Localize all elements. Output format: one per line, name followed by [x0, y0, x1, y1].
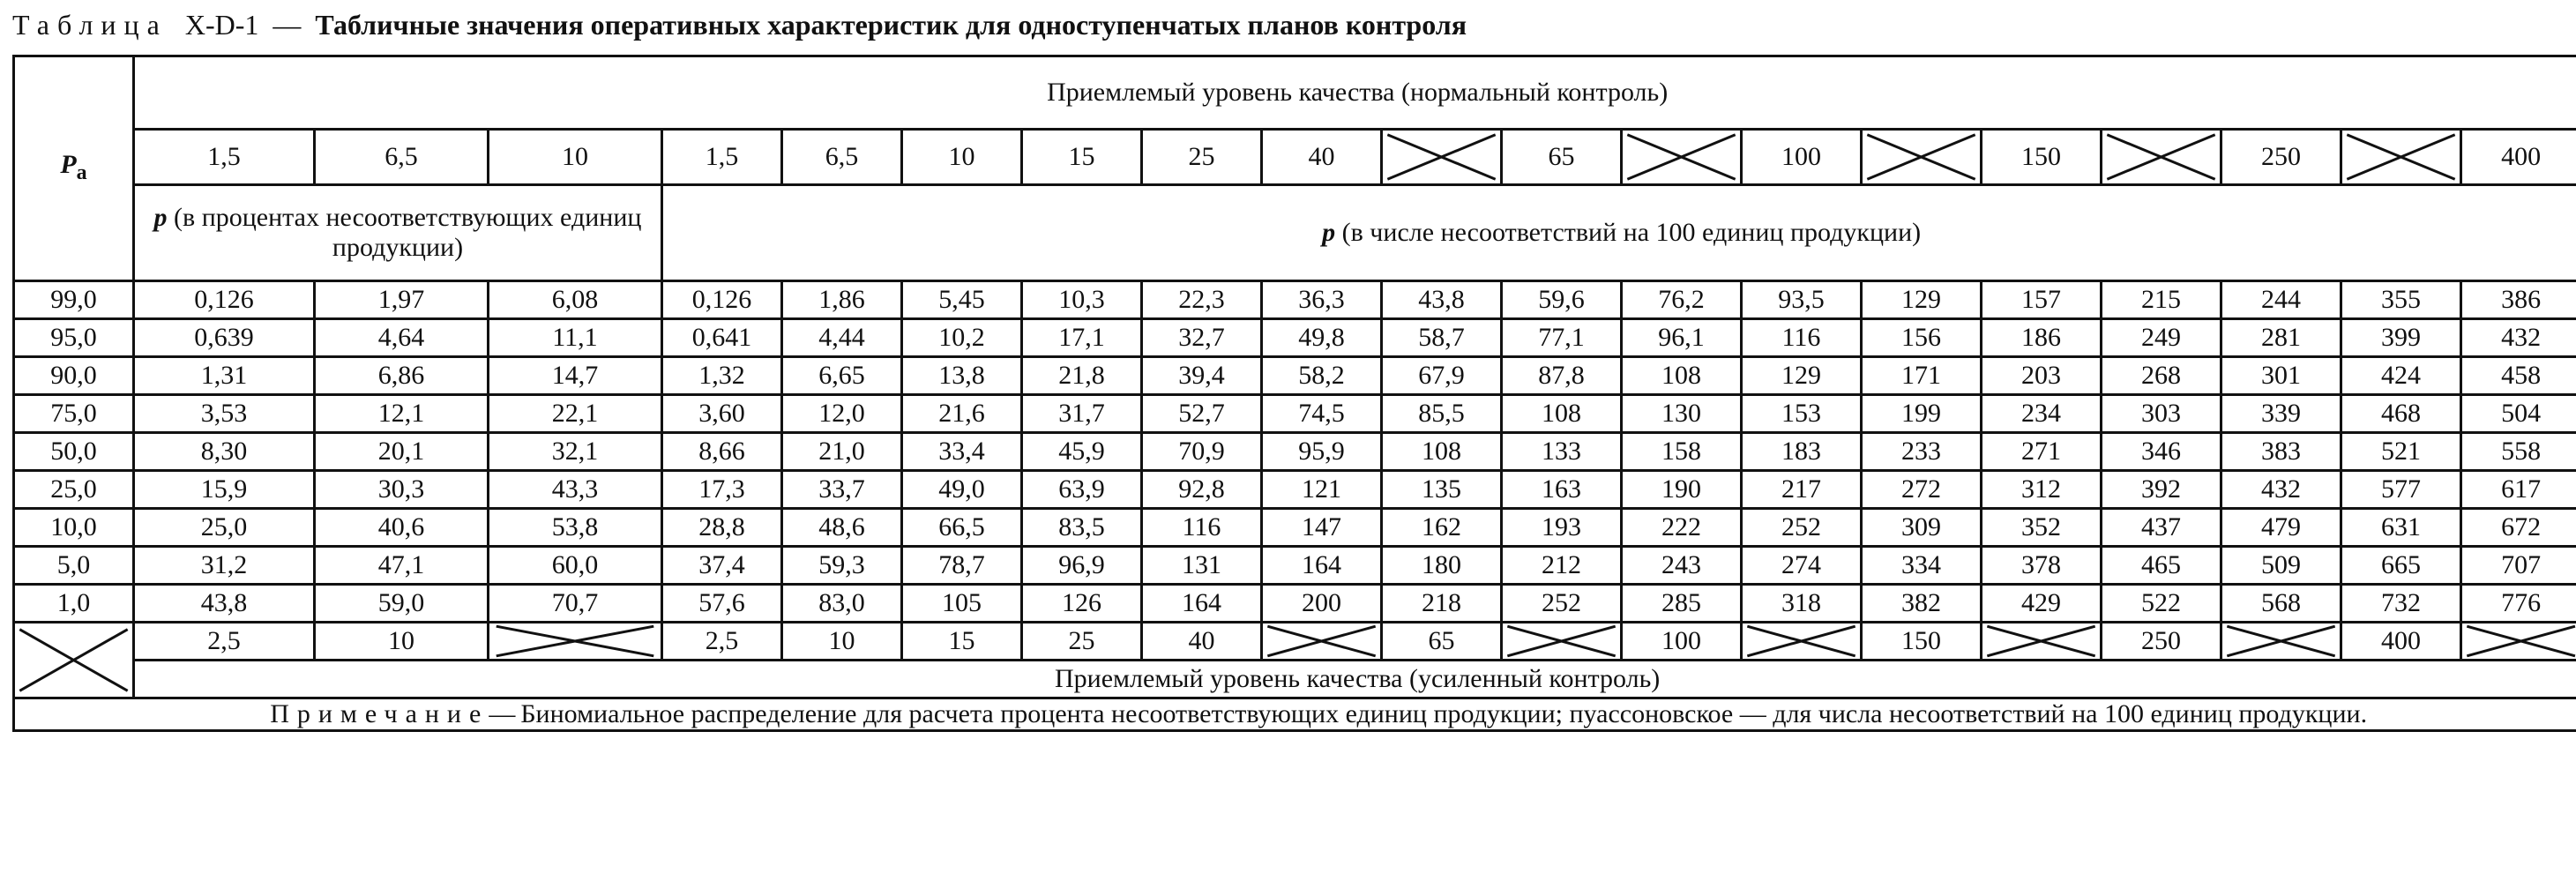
- table-cell: 76,2: [1622, 281, 1742, 319]
- table-cell: 432: [2221, 471, 2341, 509]
- table-cell: 20,1: [315, 433, 489, 471]
- table-cell: 0,126: [134, 281, 315, 319]
- table-cell: 32,1: [489, 433, 662, 471]
- table-cell: 268: [2102, 357, 2221, 395]
- table-cell: 63,9: [1022, 471, 1142, 509]
- table-cell: 8,30: [134, 433, 315, 471]
- pa-header-cell: $P_a$: [14, 56, 134, 281]
- tightened-aql-cell: 400: [2341, 623, 2461, 661]
- table-cell: 121: [1262, 471, 1382, 509]
- table-cell: 312: [1982, 471, 2102, 509]
- table-cell: 1,97: [315, 281, 489, 319]
- table-cell: 164: [1142, 585, 1262, 623]
- tightened-aql-cell: 40: [1142, 623, 1262, 661]
- table-cell: 234: [1982, 395, 2102, 433]
- table-cell: 60,0: [489, 547, 662, 585]
- table-cell: 468: [2341, 395, 2461, 433]
- table-cell: 85,5: [1382, 395, 1502, 433]
- table-cell: 33,4: [902, 433, 1022, 471]
- p-percent-header: p (в процентах несоответствующих единиц продукции): [134, 185, 662, 281]
- table-cell: 399: [2341, 319, 2461, 357]
- cross-mark-icon: [1623, 131, 1740, 183]
- table-cell: 617: [2461, 471, 2576, 509]
- table-cell: 96,1: [1622, 319, 1742, 357]
- table-cell: 10,2: [902, 319, 1022, 357]
- cross-mark-icon: [2342, 131, 2460, 183]
- table-cell: 108: [1502, 395, 1622, 433]
- table-cell: 383: [2221, 433, 2341, 471]
- table-cell: 429: [1982, 585, 2102, 623]
- table-cell: 577: [2341, 471, 2461, 509]
- normal-aql-cell: 1,5: [662, 130, 782, 185]
- table-cell: 3,60: [662, 395, 782, 433]
- normal-aql-cell: 15: [1022, 130, 1142, 185]
- table-cell: 153: [1742, 395, 1862, 433]
- table-cell: 131: [1142, 547, 1262, 585]
- table-cell: 22,1: [489, 395, 662, 433]
- table-cell: 479: [2221, 509, 2341, 547]
- cross-mark-icon: [15, 623, 132, 697]
- table-cell: 392: [2102, 471, 2221, 509]
- table-cell: 4,44: [782, 319, 902, 357]
- crossed-cell: [1862, 130, 1982, 185]
- table-cell: 271: [1982, 433, 2102, 471]
- tightened-aql-cell: 250: [2102, 623, 2221, 661]
- cross-mark-icon: [1743, 623, 1860, 659]
- table-cell: 45,9: [1022, 433, 1142, 471]
- tightened-aql-cell: 65: [1382, 623, 1502, 661]
- table-cell: 53,8: [489, 509, 662, 547]
- table-cell: 199: [1862, 395, 1982, 433]
- table-cell: 39,4: [1142, 357, 1262, 395]
- crossed-cell: [1982, 623, 2102, 661]
- tightened-aql-cell: 10: [315, 623, 489, 661]
- table-cell: 43,8: [134, 585, 315, 623]
- table-cell: 21,8: [1022, 357, 1142, 395]
- caption-title: Табличные значения оперативных характеристик для одноступенчатых планов контроля: [315, 9, 1467, 41]
- table-cell: 272: [1862, 471, 1982, 509]
- table-cell: 25,0: [134, 509, 315, 547]
- table-cell: 58,7: [1382, 319, 1502, 357]
- caption-dash: —: [273, 9, 302, 41]
- table-cell: 43,3: [489, 471, 662, 509]
- table-cell: 378: [1982, 547, 2102, 585]
- table-cell: 212: [1502, 547, 1622, 585]
- cross-mark-icon: [1383, 131, 1500, 183]
- table-cell: 355: [2341, 281, 2461, 319]
- table-cell: 156: [1862, 319, 1982, 357]
- table-cell: 672: [2461, 509, 2576, 547]
- cross-mark-icon: [1503, 623, 1620, 659]
- header-row-p-units: [14, 185, 2576, 281]
- note-row: [14, 698, 2576, 731]
- cross-mark-icon: [1263, 623, 1380, 659]
- table-cell: 281: [2221, 319, 2341, 357]
- table-cell: 74,5: [1262, 395, 1382, 433]
- table-cell: 568: [2221, 585, 2341, 623]
- table-cell: 116: [1742, 319, 1862, 357]
- table-cell: 15,9: [134, 471, 315, 509]
- table-row: [14, 547, 2576, 585]
- table-cell: 509: [2221, 547, 2341, 585]
- table-cell: 105: [902, 585, 1022, 623]
- table-cell: 21,6: [902, 395, 1022, 433]
- table-row: [14, 357, 2576, 395]
- table-cell: 32,7: [1142, 319, 1262, 357]
- table-cell: 274: [1742, 547, 1862, 585]
- table-cell: 48,6: [782, 509, 902, 547]
- table-cell: 339: [2221, 395, 2341, 433]
- tightened-aql-cell: 25: [1022, 623, 1142, 661]
- table-cell: 303: [2102, 395, 2221, 433]
- table-cell: 665: [2341, 547, 2461, 585]
- table-cell: 147: [1262, 509, 1382, 547]
- caption-label: Таблица: [12, 9, 168, 41]
- table-cell: 458: [2461, 357, 2576, 395]
- table-cell: 285: [1622, 585, 1742, 623]
- table-row: [14, 509, 2576, 547]
- table-cell: 732: [2341, 585, 2461, 623]
- table-cell: 130: [1622, 395, 1742, 433]
- normal-aql-cell: 100: [1742, 130, 1862, 185]
- table-cell: 1,86: [782, 281, 902, 319]
- table-cell: 222: [1622, 509, 1742, 547]
- table-cell: 1,31: [134, 357, 315, 395]
- crossed-corner-cell: [14, 623, 134, 698]
- table-cell: 126: [1022, 585, 1142, 623]
- normal-aql-cell: 25: [1142, 130, 1262, 185]
- table-cell: 244: [2221, 281, 2341, 319]
- tightened-aql-cell: 2,5: [134, 623, 315, 661]
- normal-aql-cell: 40: [1262, 130, 1382, 185]
- p-per100-header: p (в числе несоответствий на 100 единиц продукции): [662, 185, 2576, 281]
- table-cell: 382: [1862, 585, 1982, 623]
- pa-value-cell: 5,0: [14, 547, 134, 585]
- table-cell: 776: [2461, 585, 2576, 623]
- table-cell: 83,0: [782, 585, 902, 623]
- table-cell: 334: [1862, 547, 1982, 585]
- table-cell: 52,7: [1142, 395, 1262, 433]
- table-cell: 78,7: [902, 547, 1022, 585]
- normal-aql-cell: 6,5: [782, 130, 902, 185]
- table-cell: 162: [1382, 509, 1502, 547]
- table-cell: 521: [2341, 433, 2461, 471]
- table-cell: 13,8: [902, 357, 1022, 395]
- table-cell: 6,08: [489, 281, 662, 319]
- header-row-normal-group: [14, 56, 2576, 130]
- table-cell: 67,9: [1382, 357, 1502, 395]
- table-cell: 171: [1862, 357, 1982, 395]
- table-cell: 203: [1982, 357, 2102, 395]
- pa-value-cell: 95,0: [14, 319, 134, 357]
- table-cell: 180: [1382, 547, 1502, 585]
- tightened-aql-cell: 150: [1862, 623, 1982, 661]
- caption-code: X-D-1: [184, 9, 259, 41]
- table-cell: 49,8: [1262, 319, 1382, 357]
- table-cell: 17,3: [662, 471, 782, 509]
- table-cell: 631: [2341, 509, 2461, 547]
- table-cell: 49,0: [902, 471, 1022, 509]
- table-cell: 22,3: [1142, 281, 1262, 319]
- table-cell: 163: [1502, 471, 1622, 509]
- table-cell: 218: [1382, 585, 1502, 623]
- normal-inspection-header: Приемлемый уровень качества (нормальный контроль): [134, 56, 2576, 130]
- table-cell: 108: [1382, 433, 1502, 471]
- table-cell: 707: [2461, 547, 2576, 585]
- tightened-aql-row: [14, 623, 2576, 661]
- cross-mark-icon: [489, 623, 661, 659]
- table-cell: 133: [1502, 433, 1622, 471]
- note-dash: —: [489, 699, 516, 728]
- table-cell: 252: [1742, 509, 1862, 547]
- table-cell: 77,1: [1502, 319, 1622, 357]
- table-caption: [12, 5, 1467, 44]
- table-cell: 28,8: [662, 509, 782, 547]
- table-cell: 12,0: [782, 395, 902, 433]
- tightened-aql-cell: 2,5: [662, 623, 782, 661]
- table-note: [14, 698, 2576, 731]
- table-cell: 59,3: [782, 547, 902, 585]
- tightened-aql-cell: 15: [902, 623, 1022, 661]
- table-cell: 36,3: [1262, 281, 1382, 319]
- normal-aql-cell: 400: [2461, 130, 2576, 185]
- pa-value-cell: 99,0: [14, 281, 134, 319]
- pa-value-cell: 90,0: [14, 357, 134, 395]
- tightened-aql-cell: 100: [1622, 623, 1742, 661]
- table-cell: 47,1: [315, 547, 489, 585]
- tightened-label-row: [14, 661, 2576, 698]
- table-cell: 21,0: [782, 433, 902, 471]
- crossed-cell: [2461, 623, 2576, 661]
- crossed-cell: [1742, 623, 1862, 661]
- table-cell: 59,6: [1502, 281, 1622, 319]
- cross-mark-icon: [2222, 623, 2340, 659]
- table-cell: 200: [1262, 585, 1382, 623]
- table-cell: 33,7: [782, 471, 902, 509]
- note-text: Биномиальное распределение для расчета процента несоответствующих единиц продукции; пуассоновское — для числа несоответствий на 100 единиц продукции.: [520, 699, 2368, 728]
- pa-value-cell: 1,0: [14, 585, 134, 623]
- table-cell: 31,2: [134, 547, 315, 585]
- table-cell: 4,64: [315, 319, 489, 357]
- table-cell: 504: [2461, 395, 2576, 433]
- table-cell: 190: [1622, 471, 1742, 509]
- table-cell: 157: [1982, 281, 2102, 319]
- table-cell: 14,7: [489, 357, 662, 395]
- table-cell: 233: [1862, 433, 1982, 471]
- table-cell: 12,1: [315, 395, 489, 433]
- table-cell: 465: [2102, 547, 2221, 585]
- table-cell: 6,65: [782, 357, 902, 395]
- table-cell: 87,8: [1502, 357, 1622, 395]
- table-cell: 58,2: [1262, 357, 1382, 395]
- table-row: [14, 319, 2576, 357]
- table-cell: 135: [1382, 471, 1502, 509]
- table-row: [14, 471, 2576, 509]
- table-cell: 352: [1982, 509, 2102, 547]
- table-cell: 10,3: [1022, 281, 1142, 319]
- table-cell: 346: [2102, 433, 2221, 471]
- table-cell: 215: [2102, 281, 2221, 319]
- table-cell: 37,4: [662, 547, 782, 585]
- pa-value-cell: 75,0: [14, 395, 134, 433]
- table-cell: 108: [1622, 357, 1742, 395]
- cross-mark-icon: [1982, 623, 2100, 659]
- table-row: [14, 395, 2576, 433]
- table-cell: 59,0: [315, 585, 489, 623]
- pa-value-cell: 50,0: [14, 433, 134, 471]
- normal-aql-cell: 250: [2221, 130, 2341, 185]
- table-cell: 66,5: [902, 509, 1022, 547]
- table-cell: 1,32: [662, 357, 782, 395]
- table-cell: 0,126: [662, 281, 782, 319]
- table-cell: 522: [2102, 585, 2221, 623]
- table-cell: 424: [2341, 357, 2461, 395]
- table-cell: 70,9: [1142, 433, 1262, 471]
- cross-mark-icon: [1863, 131, 1980, 183]
- normal-aql-row: [14, 130, 2576, 185]
- table-cell: 217: [1742, 471, 1862, 509]
- table-cell: 43,8: [1382, 281, 1502, 319]
- table-cell: 8,66: [662, 433, 782, 471]
- table-cell: 386: [2461, 281, 2576, 319]
- crossed-cell: [2221, 623, 2341, 661]
- table-cell: 30,3: [315, 471, 489, 509]
- table-cell: 95,9: [1262, 433, 1382, 471]
- table-cell: 432: [2461, 319, 2576, 357]
- table-cell: 309: [1862, 509, 1982, 547]
- crossed-cell: [1262, 623, 1382, 661]
- table-cell: 83,5: [1022, 509, 1142, 547]
- table-cell: 0,641: [662, 319, 782, 357]
- table-cell: 3,53: [134, 395, 315, 433]
- crossed-cell: [1622, 130, 1742, 185]
- crossed-cell: [1502, 623, 1622, 661]
- table-cell: 96,9: [1022, 547, 1142, 585]
- table-cell: 116: [1142, 509, 1262, 547]
- table-cell: 318: [1742, 585, 1862, 623]
- table-cell: 31,7: [1022, 395, 1142, 433]
- table-cell: 40,6: [315, 509, 489, 547]
- table-row: [14, 585, 2576, 623]
- table-cell: 11,1: [489, 319, 662, 357]
- table-cell: 186: [1982, 319, 2102, 357]
- pa-value-cell: 10,0: [14, 509, 134, 547]
- table-row: [14, 433, 2576, 471]
- normal-aql-cell: 1,5: [134, 130, 315, 185]
- crossed-cell: [2341, 130, 2461, 185]
- pa-value-cell: 25,0: [14, 471, 134, 509]
- tightened-inspection-label: Приемлемый уровень качества (усиленный контроль): [134, 661, 2576, 698]
- table-cell: 164: [1262, 547, 1382, 585]
- tightened-aql-cell: 10: [782, 623, 902, 661]
- table-cell: 437: [2102, 509, 2221, 547]
- cross-mark-icon: [2102, 131, 2220, 183]
- normal-aql-cell: 10: [902, 130, 1022, 185]
- table-cell: 57,6: [662, 585, 782, 623]
- table-cell: 129: [1742, 357, 1862, 395]
- table-cell: 243: [1622, 547, 1742, 585]
- normal-aql-cell: 150: [1982, 130, 2102, 185]
- note-label: Примечание: [270, 699, 489, 728]
- table-cell: 6,86: [315, 357, 489, 395]
- table-cell: 301: [2221, 357, 2341, 395]
- table-cell: 92,8: [1142, 471, 1262, 509]
- normal-aql-cell: 10: [489, 130, 662, 185]
- table-cell: 17,1: [1022, 319, 1142, 357]
- table-cell: 183: [1742, 433, 1862, 471]
- normal-aql-cell: 6,5: [315, 130, 489, 185]
- table-cell: 193: [1502, 509, 1622, 547]
- crossed-cell: [1382, 130, 1502, 185]
- table-cell: 0,639: [134, 319, 315, 357]
- table-cell: 129: [1862, 281, 1982, 319]
- normal-aql-cell: 65: [1502, 130, 1622, 185]
- table-cell: 158: [1622, 433, 1742, 471]
- table-cell: 558: [2461, 433, 2576, 471]
- cross-mark-icon: [2462, 623, 2576, 659]
- table-cell: 5,45: [902, 281, 1022, 319]
- oc-values-table: [12, 55, 2576, 732]
- crossed-cell: [489, 623, 662, 661]
- table-cell: 93,5: [1742, 281, 1862, 319]
- crossed-cell: [2102, 130, 2221, 185]
- table-cell: 70,7: [489, 585, 662, 623]
- table-cell: 249: [2102, 319, 2221, 357]
- table-cell: 252: [1502, 585, 1622, 623]
- table-row: [14, 281, 2576, 319]
